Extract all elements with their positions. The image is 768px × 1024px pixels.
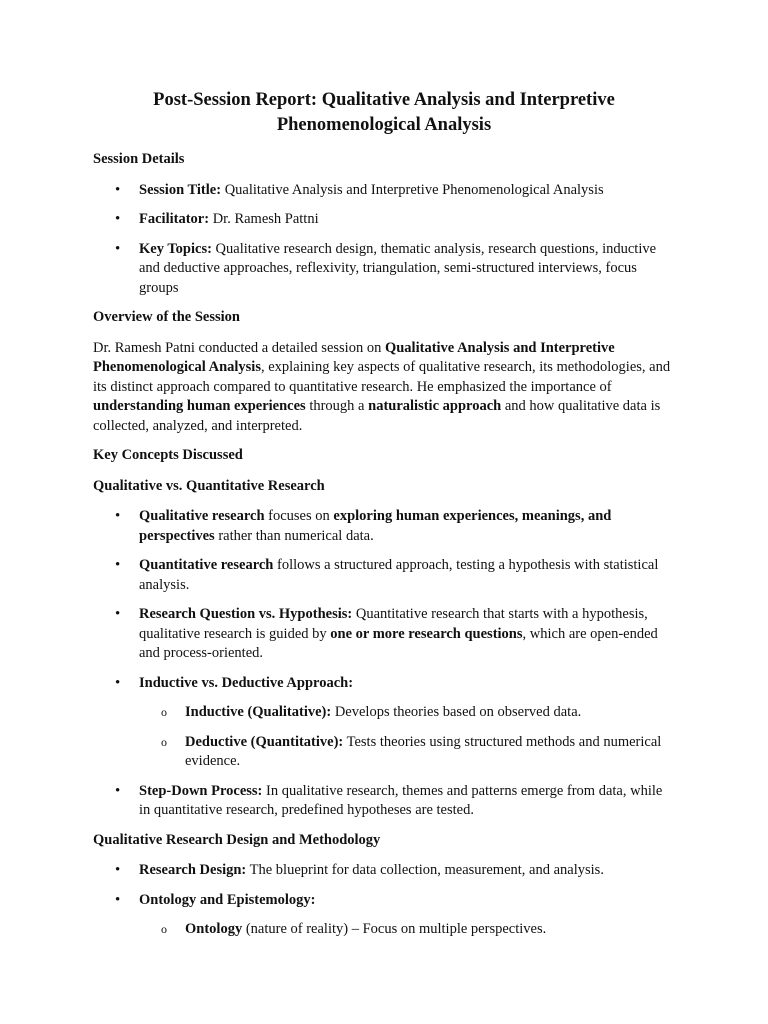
list-item bbox=[93, 181, 675, 201]
list-item bbox=[93, 210, 675, 230]
text-run: rather than numerical data. bbox=[214, 527, 374, 544]
text-run: , which are open-ended and process-oriented. bbox=[139, 625, 658, 661]
page-title bbox=[93, 88, 675, 138]
text-run: (nature of reality) – Focus on multiple perspectives. bbox=[242, 921, 547, 937]
design-list bbox=[93, 861, 675, 940]
sub-list-item bbox=[139, 703, 675, 723]
text-run: The blueprint for data collection, measurement, and analysis. bbox=[246, 862, 604, 878]
bold-run: naturalistic approach bbox=[368, 398, 502, 414]
key-concepts-list bbox=[93, 507, 675, 821]
bold-run: Ontology and Epistemology: bbox=[139, 891, 316, 908]
bold-run: one or more research questions bbox=[330, 625, 523, 642]
text-run: follows a structured approach, testing a hypothesis with statistical analysis. bbox=[139, 557, 659, 593]
bold-run: Deductive (Quantitative): bbox=[185, 733, 344, 750]
list-item bbox=[93, 891, 675, 940]
item-text: Qualitative Analysis and Interpretive Phenomenological Analysis bbox=[221, 181, 604, 198]
bold-run: exploring human experiences, meanings, and perspectives bbox=[139, 508, 612, 544]
bold-run: Step-Down Process: bbox=[139, 782, 263, 799]
sub-list-item bbox=[139, 733, 675, 772]
session-details-list bbox=[93, 181, 675, 299]
list-item bbox=[93, 861, 675, 881]
bold-run: Research Question vs. Hypothesis: bbox=[139, 606, 353, 622]
text-run: Develops theories based on observed data. bbox=[331, 704, 582, 720]
section-heading-key-concepts: Key Concepts Discussed bbox=[93, 447, 243, 463]
text-run: through a bbox=[305, 398, 369, 414]
overview-paragraph bbox=[93, 339, 675, 437]
bold-run: Qualitative research bbox=[139, 508, 265, 524]
bold-run: Ontology bbox=[185, 921, 243, 937]
section-heading-overview: Overview of the Session bbox=[93, 309, 240, 325]
text-run: Dr. Ramesh Patni conducted a detailed session on bbox=[93, 339, 385, 356]
bold-run: Inductive (Qualitative): bbox=[185, 704, 332, 720]
bold-run: understanding human experiences bbox=[93, 398, 306, 414]
bold-run: Qualitative Analysis and Interpretive Phenomenological Analysis bbox=[93, 339, 615, 375]
text-run: focuses on bbox=[264, 508, 334, 524]
item-text: Qualitative research design, thematic analysis, research questions, inductive and deductive approaches, reflexivity, triangulation, semi-structured interviews, focus groups bbox=[139, 240, 657, 296]
bold-run: Inductive vs. Deductive Approach: bbox=[139, 674, 354, 691]
title-line-1: Post-Session Report: Qualitative Analysis and Interpretive bbox=[153, 90, 615, 110]
text-run: In qualitative research, themes and patterns emerge from data, while in quantitative research, predefined hypotheses are tested. bbox=[139, 782, 663, 818]
item-label: Session Title: bbox=[139, 181, 222, 198]
sub-list bbox=[139, 920, 675, 940]
item-label: Key Topics: bbox=[139, 240, 212, 257]
text-run: and how qualitative data is collected, analyzed, and interpreted. bbox=[93, 398, 661, 434]
bold-run: Research Design: bbox=[139, 862, 247, 878]
list-item bbox=[93, 507, 675, 546]
list-item bbox=[93, 556, 675, 595]
section-heading-design: Qualitative Research Design and Methodology bbox=[93, 831, 381, 848]
sub-list bbox=[139, 703, 675, 772]
section-heading-session-details: Session Details bbox=[93, 151, 185, 167]
item-label: Facilitator: bbox=[139, 211, 210, 227]
sub-list-item bbox=[139, 920, 675, 940]
text-run: Quantitative research that starts with a hypothesis, qualitative research is guided by bbox=[139, 606, 648, 642]
list-item bbox=[93, 674, 675, 772]
title-line-2: Phenomenological Analysis bbox=[276, 115, 492, 135]
text-run: , explaining key aspects of qualitative research, its methodologies, and its distinct approach compared to quantitative research. He emphasized the importance of bbox=[93, 359, 671, 395]
list-item bbox=[93, 605, 675, 664]
list-item bbox=[93, 240, 675, 299]
text-run: Tests theories using structured methods and numerical evidence. bbox=[185, 733, 662, 769]
list-item bbox=[93, 782, 675, 821]
item-text: Dr. Ramesh Pattni bbox=[209, 211, 319, 227]
bold-run: Quantitative research bbox=[139, 557, 274, 573]
subsection-heading-qual-vs-quant: Qualitative vs. Quantitative Research bbox=[93, 477, 325, 494]
